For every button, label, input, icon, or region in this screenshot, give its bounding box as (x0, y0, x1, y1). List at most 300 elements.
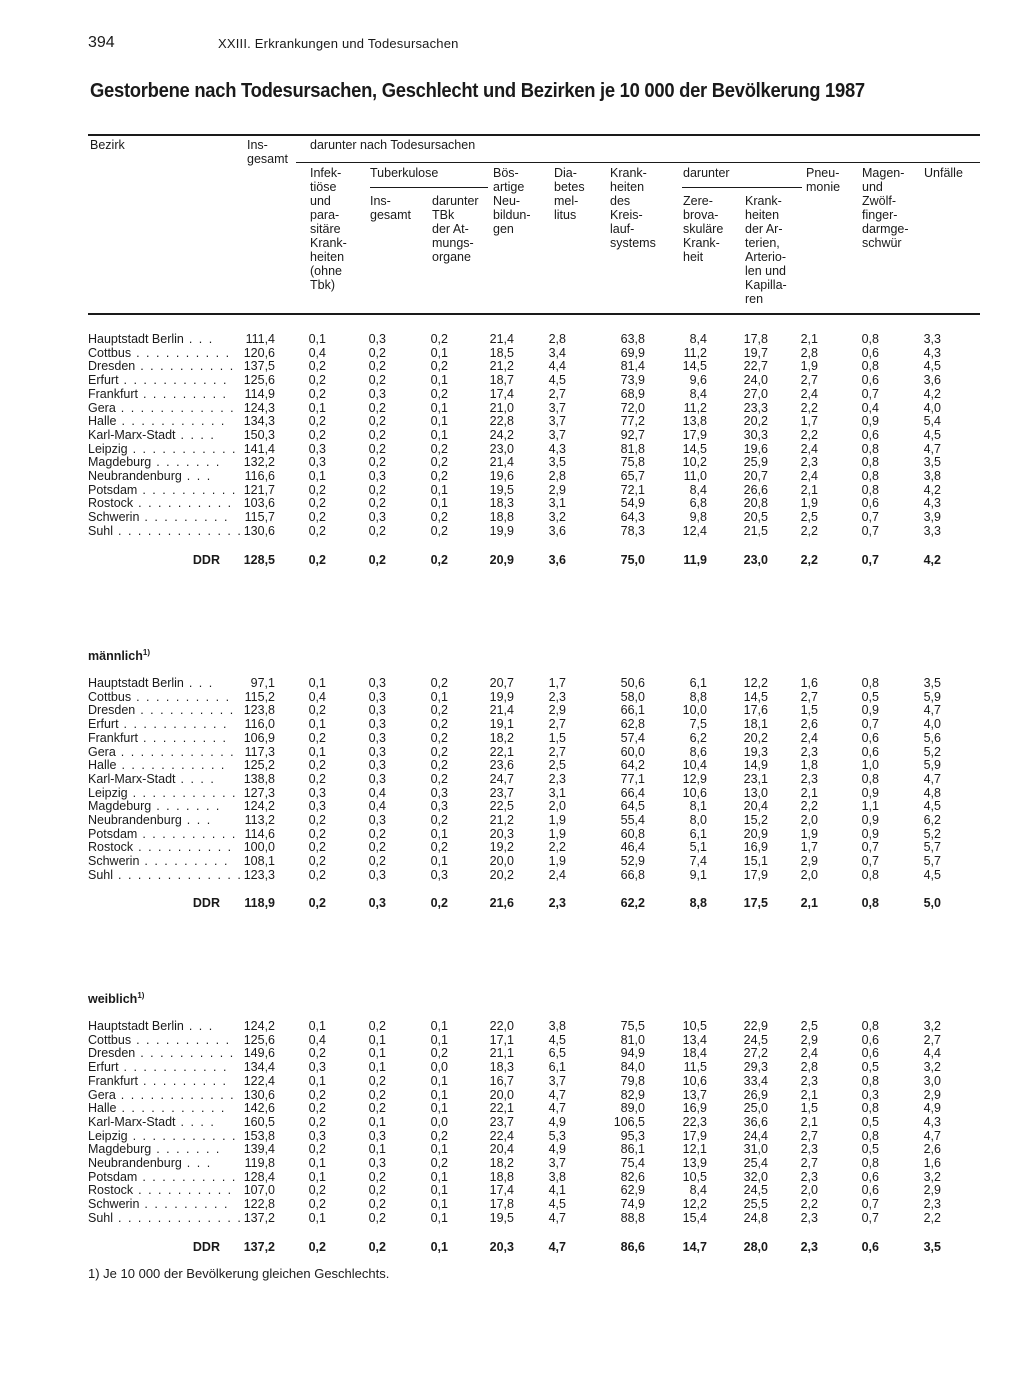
cell-arterien: 26,9 (743, 1088, 768, 1102)
cell-insgesamt: 160,5 (243, 1115, 275, 1129)
cell-arterien: 13,0 (743, 786, 768, 800)
cell-zerebrovaskulaere: 10,6 (682, 786, 707, 800)
cell-insgesamt: 130,6 (243, 1088, 275, 1102)
cell-neubildungen: 23,0 (489, 442, 514, 456)
cell-diabetes: 3,8 (548, 1170, 566, 1184)
header-bottom-rule (88, 313, 980, 315)
cell-infektioese: 0,1 (308, 1074, 326, 1088)
col-header-tbk-insgesamt: Ins- gesamt (370, 194, 411, 222)
cell-neubildungen: 19,9 (489, 690, 514, 704)
cell-arterien: 22,9 (743, 1019, 768, 1033)
cell-unfaelle: 4,4 (923, 1046, 941, 1060)
table-row (0, 455, 1024, 469)
cell-infektioese: 0,4 (308, 1033, 326, 1047)
cell-insgesamt: 149,6 (243, 1046, 275, 1060)
cell-diabetes: 2,3 (548, 690, 566, 704)
cell-unfaelle: 4,2 (923, 553, 941, 567)
cell-pneumonie: 2,7 (800, 690, 818, 704)
cell-infektioese: 0,3 (308, 799, 326, 813)
cell-magen: 0,6 (861, 428, 879, 442)
cell-neubildungen: 17,4 (489, 1183, 514, 1197)
cell-kreislauf: 75,8 (620, 455, 645, 469)
cell-diabetes: 2,2 (548, 840, 566, 854)
cell-pneumonie: 2,2 (800, 1197, 818, 1211)
cell-tbk-atmung: 0,2 (430, 469, 448, 483)
cell-arterien: 17,6 (743, 703, 768, 717)
cell-insgesamt: 107,0 (243, 1183, 275, 1197)
cell-zerebrovaskulaere: 9,1 (689, 868, 707, 882)
cell-kreislauf: 66,8 (620, 868, 645, 882)
cell-magen: 0,5 (861, 1142, 879, 1156)
table-row (0, 1115, 1024, 1129)
cell-pneumonie: 2,2 (800, 524, 818, 538)
cell-tbk-atmung: 0,2 (430, 896, 448, 910)
cell-tbk-insgesamt: 0,2 (368, 524, 386, 538)
cell-zerebrovaskulaere: 13,9 (682, 1156, 707, 1170)
cell-magen: 0,6 (861, 496, 879, 510)
cell-zerebrovaskulaere: 14,7 (682, 1240, 707, 1254)
cell-arterien: 20,7 (743, 469, 768, 483)
cell-infektioese: 0,1 (308, 1019, 326, 1033)
cell-neubildungen: 22,4 (489, 1129, 514, 1143)
cell-tbk-atmung: 0,2 (430, 442, 448, 456)
cell-pneumonie: 2,3 (800, 1170, 818, 1184)
section-label-maennlich: männlich$^{1)}$ (88, 648, 150, 664)
cell-insgesamt: 153,8 (243, 1129, 275, 1143)
cell-magen: 0,5 (861, 1060, 879, 1074)
bezirk-name: Potsdam . . . . . . . . . . (88, 483, 237, 497)
cell-arterien: 28,0 (743, 1240, 768, 1254)
cell-pneumonie: 2,3 (800, 455, 818, 469)
table-row (0, 524, 1024, 538)
bezirk-name: Halle . . . . . . . . . . . (88, 414, 226, 428)
cell-arterien: 19,7 (743, 346, 768, 360)
col-header-tbk-atmung: darunter TBk der At- mungs- organe (432, 194, 479, 264)
cell-diabetes: 3,7 (548, 1156, 566, 1170)
col-header-neubildungen: Bös- artige Neu- bildun- gen (493, 166, 531, 236)
cell-insgesamt: 128,5 (243, 553, 275, 567)
cell-unfaelle: 5,2 (923, 745, 941, 759)
cell-tbk-atmung: 0,2 (430, 676, 448, 690)
cell-unfaelle: 4,0 (923, 401, 941, 415)
cell-insgesamt: 125,2 (243, 758, 275, 772)
cell-tbk-atmung: 0,1 (430, 827, 448, 841)
table-row (0, 703, 1024, 717)
cell-unfaelle: 4,3 (923, 496, 941, 510)
cell-magen: 0,8 (861, 455, 879, 469)
cell-tbk-insgesamt: 0,2 (368, 827, 386, 841)
bezirk-name: Suhl . . . . . . . . . . . . . (88, 868, 243, 882)
cell-kreislauf: 73,9 (620, 373, 645, 387)
cell-diabetes: 3,7 (548, 1074, 566, 1088)
cell-infektioese: 0,4 (308, 690, 326, 704)
cell-magen: 1,0 (861, 758, 879, 772)
cell-magen: 0,9 (861, 786, 879, 800)
cell-tbk-insgesamt: 0,2 (368, 442, 386, 456)
cell-neubildungen: 18,2 (489, 1156, 514, 1170)
bezirk-name: Karl-Marx-Stadt . . . . (88, 772, 216, 786)
cell-magen: 0,5 (861, 1115, 879, 1129)
cell-magen: 0,7 (861, 1197, 879, 1211)
bezirk-name: Erfurt . . . . . . . . . . . (88, 373, 228, 387)
cell-unfaelle: 4,0 (923, 717, 941, 731)
cell-arterien: 25,5 (743, 1197, 768, 1211)
cell-infektioese: 0,2 (308, 1240, 326, 1254)
table-total-row (0, 896, 1024, 910)
cell-infektioese: 0,2 (308, 373, 326, 387)
total-label: DDR (192, 896, 220, 910)
cell-neubildungen: 20,0 (489, 854, 514, 868)
cell-tbk-insgesamt: 0,1 (368, 1060, 386, 1074)
cell-neubildungen: 22,8 (489, 414, 514, 428)
cell-neubildungen: 18,3 (489, 1060, 514, 1074)
table-row (0, 496, 1024, 510)
bezirk-name: Neubrandenburg . . . (88, 813, 212, 827)
cell-unfaelle: 3,3 (923, 332, 941, 346)
cell-unfaelle: 6,2 (923, 813, 941, 827)
cell-neubildungen: 20,4 (489, 1142, 514, 1156)
cell-insgesamt: 117,3 (244, 745, 275, 759)
cell-infektioese: 0,1 (308, 1211, 326, 1225)
cell-tbk-insgesamt: 0,2 (368, 455, 386, 469)
cell-zerebrovaskulaere: 9,6 (689, 373, 707, 387)
cell-unfaelle: 2,3 (923, 1197, 941, 1211)
cell-tbk-insgesamt: 0,3 (368, 1129, 386, 1143)
cell-arterien: 23,1 (743, 772, 768, 786)
bezirk-name: Schwerin . . . . . . . . . (88, 854, 229, 868)
col-header-diabetes: Dia- betes mel- litus (554, 166, 585, 222)
cell-tbk-atmung: 0,1 (430, 414, 448, 428)
cell-pneumonie: 2,8 (800, 346, 818, 360)
table-row (0, 772, 1024, 786)
cell-diabetes: 2,7 (548, 745, 566, 759)
cell-magen: 0,9 (861, 813, 879, 827)
table-row (0, 1101, 1024, 1115)
cell-tbk-atmung: 0,2 (430, 840, 448, 854)
cell-arterien: 24,0 (743, 373, 768, 387)
cell-insgesamt: 125,6 (243, 373, 275, 387)
cell-tbk-insgesamt: 0,2 (368, 496, 386, 510)
cell-tbk-atmung: 0,2 (430, 731, 448, 745)
cell-neubildungen: 21,4 (489, 455, 514, 469)
cell-tbk-insgesamt: 0,3 (368, 469, 386, 483)
bezirk-name: Gera . . . . . . . . . . . . (88, 1088, 236, 1102)
cell-infektioese: 0,2 (308, 496, 326, 510)
cell-diabetes: 3,5 (548, 455, 566, 469)
cell-unfaelle: 2,2 (923, 1211, 941, 1225)
cell-tbk-atmung: 0,2 (430, 813, 448, 827)
cell-arterien: 25,4 (743, 1156, 768, 1170)
cell-arterien: 18,1 (743, 717, 768, 731)
cell-insgesamt: 138,8 (243, 772, 275, 786)
cell-zerebrovaskulaere: 18,4 (682, 1046, 707, 1060)
cell-unfaelle: 1,6 (923, 1156, 941, 1170)
table-row (0, 1142, 1024, 1156)
cell-diabetes: 1,5 (548, 731, 566, 745)
cell-insgesamt: 134,4 (243, 1060, 275, 1074)
cell-tbk-atmung: 0,2 (430, 1129, 448, 1143)
cell-pneumonie: 2,9 (800, 854, 818, 868)
cell-kreislauf: 81,8 (620, 442, 645, 456)
cell-diabetes: 2,7 (548, 717, 566, 731)
cell-kreislauf: 86,6 (620, 1240, 645, 1254)
cell-tbk-insgesamt: 0,1 (368, 1046, 386, 1060)
cell-neubildungen: 19,2 (489, 840, 514, 854)
cell-unfaelle: 4,2 (923, 387, 941, 401)
cell-kreislauf: 75,4 (620, 1156, 645, 1170)
section-label-weiblich: weiblich$^{1)}$ (88, 991, 145, 1007)
cell-kreislauf: 89,0 (620, 1101, 645, 1115)
cell-arterien: 36,6 (743, 1115, 768, 1129)
table-row (0, 786, 1024, 800)
cell-unfaelle: 5,0 (923, 896, 941, 910)
cell-zerebrovaskulaere: 11,9 (683, 553, 707, 567)
cell-kreislauf: 81,0 (620, 1033, 645, 1047)
bezirk-name: Magdeburg . . . . . . . (88, 799, 221, 813)
cell-pneumonie: 1,5 (800, 1101, 818, 1115)
cell-tbk-insgesamt: 0,2 (368, 1074, 386, 1088)
cell-tbk-atmung: 0,1 (430, 1088, 448, 1102)
cell-diabetes: 1,9 (548, 827, 566, 841)
cell-magen: 0,6 (861, 346, 879, 360)
cell-kreislauf: 92,7 (620, 428, 645, 442)
cell-infektioese: 0,2 (308, 524, 326, 538)
cell-tbk-insgesamt: 0,3 (368, 690, 386, 704)
cell-infektioese: 0,3 (308, 442, 326, 456)
bezirk-name: Suhl . . . . . . . . . . . . . (88, 524, 243, 538)
table-row (0, 1060, 1024, 1074)
cell-arterien: 17,9 (743, 868, 768, 882)
bezirk-name: Leipzig . . . . . . . . . . . (88, 786, 238, 800)
cell-unfaelle: 4,7 (923, 703, 941, 717)
table-row (0, 1156, 1024, 1170)
cell-kreislauf: 62,8 (620, 717, 645, 731)
cell-unfaelle: 2,9 (923, 1088, 941, 1102)
cell-infektioese: 0,1 (308, 469, 326, 483)
cell-tbk-atmung: 0,0 (430, 1115, 448, 1129)
cell-magen: 0,6 (861, 1033, 879, 1047)
cell-arterien: 25,9 (743, 455, 768, 469)
cell-neubildungen: 21,2 (489, 813, 514, 827)
bezirk-name: Halle . . . . . . . . . . . (88, 758, 226, 772)
col-header-insgesamt: Ins- gesamt (247, 138, 288, 166)
cell-pneumonie: 1,9 (800, 827, 818, 841)
cell-unfaelle: 3,5 (923, 455, 941, 469)
cell-diabetes: 6,1 (548, 1060, 566, 1074)
cell-infektioese: 0,1 (308, 717, 326, 731)
cell-zerebrovaskulaere: 10,6 (682, 1074, 707, 1088)
cell-magen: 0,8 (861, 896, 879, 910)
col-header-unfaelle: Unfälle (924, 166, 963, 180)
cell-unfaelle: 4,5 (923, 428, 941, 442)
cell-tbk-atmung: 0,2 (430, 717, 448, 731)
cell-kreislauf: 46,4 (620, 840, 645, 854)
cell-unfaelle: 5,2 (923, 827, 941, 841)
cell-zerebrovaskulaere: 17,9 (682, 428, 707, 442)
cell-zerebrovaskulaere: 6,8 (689, 496, 707, 510)
cell-insgesamt: 137,2 (243, 1211, 275, 1225)
cell-neubildungen: 19,6 (489, 469, 514, 483)
cell-neubildungen: 18,3 (489, 496, 514, 510)
cell-kreislauf: 75,5 (620, 1019, 645, 1033)
cell-zerebrovaskulaere: 17,9 (682, 1129, 707, 1143)
cell-tbk-insgesamt: 0,2 (368, 359, 386, 373)
cell-infektioese: 0,2 (308, 731, 326, 745)
cell-neubildungen: 23,7 (489, 786, 514, 800)
cell-arterien: 21,5 (743, 524, 768, 538)
cell-tbk-insgesamt: 0,1 (368, 1142, 386, 1156)
cell-diabetes: 3,7 (548, 414, 566, 428)
cell-pneumonie: 2,4 (800, 731, 818, 745)
cell-infektioese: 0,2 (308, 483, 326, 497)
cell-magen: 0,8 (861, 483, 879, 497)
bezirk-name: Rostock . . . . . . . . . . (88, 496, 233, 510)
cell-kreislauf: 69,9 (620, 346, 645, 360)
bezirk-name: Gera . . . . . . . . . . . . (88, 401, 236, 415)
cell-unfaelle: 4,5 (923, 359, 941, 373)
table-row (0, 442, 1024, 456)
cell-insgesamt: 121,7 (243, 483, 275, 497)
cell-tbk-atmung: 0,1 (430, 401, 448, 415)
table-row (0, 1088, 1024, 1102)
bezirk-name: Halle . . . . . . . . . . . (88, 1101, 226, 1115)
cell-tbk-insgesamt: 0,2 (368, 1197, 386, 1211)
cell-tbk-atmung: 0,1 (430, 428, 448, 442)
cell-insgesamt: 115,7 (244, 510, 275, 524)
col-header-zerebrovaskulaere: Zere- brova- skuläre Krank- heit (683, 194, 724, 264)
cell-pneumonie: 2,5 (800, 1019, 818, 1033)
cell-insgesamt: 114,6 (244, 827, 275, 841)
cell-pneumonie: 2,2 (800, 799, 818, 813)
cell-insgesamt: 132,2 (243, 455, 275, 469)
cell-magen: 0,8 (861, 1074, 879, 1088)
cell-insgesamt: 114,9 (244, 387, 275, 401)
cell-pneumonie: 2,4 (800, 387, 818, 401)
table-row (0, 359, 1024, 373)
col-header-pneumonie: Pneu- monie (806, 166, 841, 194)
cell-tbk-atmung: 0,1 (430, 1183, 448, 1197)
cell-insgesamt: 141,4 (243, 442, 275, 456)
table-row (0, 731, 1024, 745)
cell-tbk-atmung: 0,1 (430, 1211, 448, 1225)
col-header-tuberkulose: Tuberkulose (370, 166, 439, 180)
cell-diabetes: 5,3 (548, 1129, 566, 1143)
cell-arterien: 32,0 (743, 1170, 768, 1184)
cell-zerebrovaskulaere: 8,1 (689, 799, 707, 813)
cell-insgesamt: 127,3 (243, 786, 275, 800)
cell-pneumonie: 1,7 (800, 840, 818, 854)
cell-magen: 0,8 (861, 332, 879, 346)
footnote: 1) Je 10 000 der Bevölkerung gleichen Geschlechts. (88, 1266, 390, 1281)
col-header-arterien: Krank- heiten der Ar- terien, Arterio- len und Kapilla- ren (745, 194, 787, 306)
cell-arterien: 15,1 (743, 854, 768, 868)
cell-pneumonie: 2,3 (800, 1074, 818, 1088)
cell-zerebrovaskulaere: 8,6 (689, 745, 707, 759)
cell-diabetes: 2,9 (548, 703, 566, 717)
cell-kreislauf: 77,2 (620, 414, 645, 428)
cell-tbk-atmung: 0,1 (430, 854, 448, 868)
cell-kreislauf: 62,9 (620, 1183, 645, 1197)
cell-pneumonie: 2,1 (800, 1115, 818, 1129)
cell-magen: 0,8 (861, 676, 879, 690)
cell-diabetes: 6,5 (548, 1046, 566, 1060)
cell-infektioese: 0,2 (308, 1183, 326, 1197)
table-row (0, 868, 1024, 882)
cell-diabetes: 3,8 (548, 1019, 566, 1033)
cell-tbk-insgesamt: 0,3 (368, 868, 386, 882)
cell-tbk-insgesamt: 0,2 (368, 1170, 386, 1184)
bezirk-name: Schwerin . . . . . . . . . (88, 1197, 229, 1211)
cell-diabetes: 2,4 (548, 868, 566, 882)
cell-zerebrovaskulaere: 5,1 (689, 840, 707, 854)
bezirk-name: Erfurt . . . . . . . . . . . (88, 1060, 228, 1074)
table-row (0, 428, 1024, 442)
cell-arterien: 30,3 (743, 428, 768, 442)
darunter-rule (682, 187, 802, 188)
cell-zerebrovaskulaere: 8,4 (689, 483, 707, 497)
table-row (0, 332, 1024, 346)
cell-insgesamt: 150,3 (243, 428, 275, 442)
cell-infektioese: 0,2 (308, 510, 326, 524)
bezirk-name: Karl-Marx-Stadt . . . . (88, 1115, 216, 1129)
cell-tbk-insgesamt: 0,3 (368, 731, 386, 745)
cell-insgesamt: 113,2 (244, 813, 275, 827)
cell-tbk-insgesamt: 0,2 (368, 346, 386, 360)
cell-unfaelle: 3,2 (923, 1019, 941, 1033)
cell-magen: 0,8 (861, 469, 879, 483)
cell-magen: 0,9 (861, 414, 879, 428)
table-row (0, 483, 1024, 497)
bezirk-name: Leipzig . . . . . . . . . . . (88, 442, 238, 456)
cell-arterien: 20,5 (743, 510, 768, 524)
cell-infektioese: 0,3 (308, 1129, 326, 1143)
cell-pneumonie: 2,4 (800, 1046, 818, 1060)
cell-tbk-insgesamt: 0,2 (368, 840, 386, 854)
bezirk-name: Magdeburg . . . . . . . (88, 1142, 221, 1156)
cell-magen: 0,8 (861, 868, 879, 882)
cell-unfaelle: 4,5 (923, 868, 941, 882)
cell-zerebrovaskulaere: 10,2 (682, 455, 707, 469)
cell-pneumonie: 1,9 (800, 359, 818, 373)
table-row (0, 758, 1024, 772)
cell-tbk-atmung: 0,2 (430, 387, 448, 401)
cell-tbk-atmung: 0,1 (430, 1019, 448, 1033)
cell-arterien: 23,3 (743, 401, 768, 415)
cell-tbk-insgesamt: 0,3 (368, 510, 386, 524)
cell-kreislauf: 74,9 (620, 1197, 645, 1211)
cell-insgesamt: 142,6 (243, 1101, 275, 1115)
cell-arterien: 24,8 (743, 1211, 768, 1225)
table-row (0, 510, 1024, 524)
page-number: 394 (88, 34, 115, 51)
cell-neubildungen: 20,3 (489, 827, 514, 841)
cell-kreislauf: 72,1 (620, 483, 645, 497)
cell-arterien: 15,2 (743, 813, 768, 827)
cell-diabetes: 2,5 (548, 758, 566, 772)
cell-tbk-insgesamt: 0,2 (368, 1019, 386, 1033)
cell-neubildungen: 20,7 (489, 676, 514, 690)
todesursachen-rule (296, 162, 980, 163)
cell-tbk-atmung: 0,2 (430, 1046, 448, 1060)
cell-infektioese: 0,2 (308, 359, 326, 373)
cell-pneumonie: 2,6 (800, 717, 818, 731)
table-row (0, 1170, 1024, 1184)
table-row (0, 414, 1024, 428)
cell-neubildungen: 20,9 (489, 553, 514, 567)
cell-zerebrovaskulaere: 12,2 (682, 1197, 707, 1211)
cell-diabetes: 3,7 (548, 428, 566, 442)
cell-zerebrovaskulaere: 8,8 (689, 690, 707, 704)
